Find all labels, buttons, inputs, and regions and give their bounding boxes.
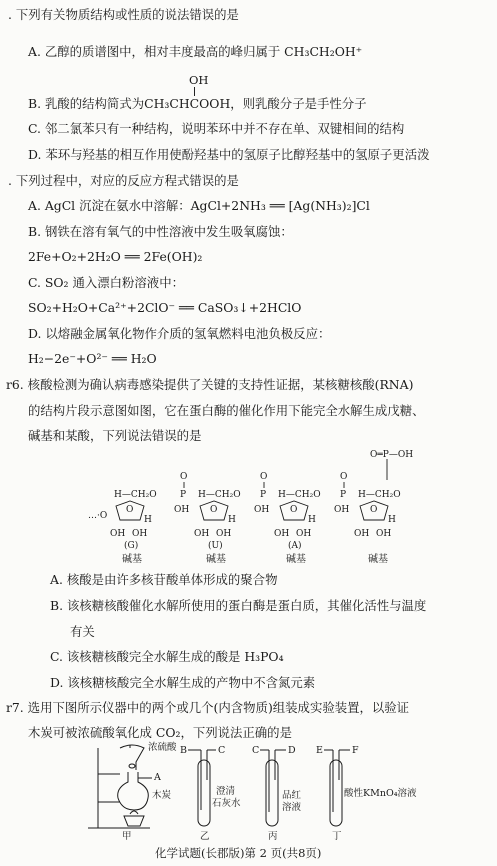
rna-base-label-4: 碱基 bbox=[368, 554, 388, 564]
rna-base-label-2: 碱基 bbox=[206, 554, 226, 564]
q6-stem-line2: 的结构片段示意图如图，它在蛋白酶的催化作用下能完全水解生成戊糖、 bbox=[28, 403, 425, 418]
label-c2: C bbox=[252, 745, 260, 756]
rna-s4-o: O bbox=[370, 505, 378, 515]
rna-sugar-4 bbox=[354, 490, 401, 539]
rna-p1-p: P bbox=[180, 490, 187, 500]
label-limewater-2: 石灰水 bbox=[212, 798, 241, 809]
apparatus-jia bbox=[88, 745, 152, 828]
q6-option-a: A. 核酸是由许多核苷酸单体形成的聚合物 bbox=[50, 572, 278, 587]
q4-option-d: D. 苯环与羟基的相互作用使酚羟基中的氢原子比醇羟基中的氢原子更活泼 bbox=[28, 147, 430, 162]
apparatus-diagram bbox=[80, 740, 490, 840]
label-c: C bbox=[218, 745, 226, 756]
rna-s2-oh2: OH bbox=[216, 529, 232, 539]
rna-terminal-phosphate: O═P—OH bbox=[370, 450, 414, 460]
rna-s4-oh: OH bbox=[354, 529, 370, 539]
label-b: B bbox=[180, 745, 187, 756]
label-a: A bbox=[154, 772, 161, 783]
q4-stem: . 下列有关物质结构或性质的说法错误的是 bbox=[8, 7, 239, 22]
rna-s1-ch2o: H—CH₂O bbox=[114, 490, 157, 500]
rna-s2-o: O bbox=[210, 505, 218, 515]
rna-s4-ch2o: H—CH₂O bbox=[358, 490, 401, 500]
rna-s1-oh2: OH bbox=[132, 529, 148, 539]
rna-base-label-3: 碱基 bbox=[286, 554, 306, 564]
label-e: E bbox=[316, 745, 323, 756]
rna-s4-h: H bbox=[388, 515, 396, 525]
rna-s3-ch2o: H—CH₂O bbox=[278, 490, 321, 500]
rna-s1-oh: OH bbox=[110, 529, 126, 539]
label-magenta-1: 品红 bbox=[282, 790, 302, 801]
page-footer: 化学试题(长郡版)第 2 页(共8页) bbox=[155, 846, 322, 860]
q6-stem-line3: 碱基和某酸，下列说法错误的是 bbox=[28, 428, 202, 443]
rna-s3-oh2: OH bbox=[296, 529, 312, 539]
rna-p3-p: P bbox=[340, 490, 347, 500]
label-ding: 丁 bbox=[332, 831, 342, 840]
rna-s1-h: H bbox=[144, 515, 152, 525]
rna-base-a: (A) bbox=[288, 541, 302, 551]
label-kmno4: 酸性KMnO₄溶液 bbox=[344, 788, 417, 799]
q6-option-b-line2: 有关 bbox=[70, 624, 95, 639]
label-conc-sulfuric-acid: 浓硫酸 bbox=[148, 742, 177, 753]
q4-option-c: C. 邻二氯苯只有一种结构，说明苯环中并不存在单、双键相间的结构 bbox=[28, 121, 405, 136]
rna-s2-ch2o: H—CH₂O bbox=[198, 490, 241, 500]
q4-option-a: A. 乙醇的质谱图中，相对丰度最高的峰归属于 CH₃CH₂OH⁺ bbox=[28, 44, 363, 59]
rna-s3-o: O bbox=[290, 505, 298, 515]
rna-p3-o-top: O bbox=[340, 472, 348, 482]
q4-option-b: B. 乳酸的结构简式为CH₃CHCOOH，则乳酸分子是手性分子 bbox=[28, 96, 367, 111]
q5-option-c-equation: SO₂+H₂O+Ca²⁺+2ClO⁻ ══ CaSO₃↓+2HClO bbox=[28, 300, 302, 315]
q4-bond-line bbox=[194, 87, 195, 96]
rna-p3-oh: OH bbox=[334, 505, 350, 515]
rna-sugar-1 bbox=[88, 490, 157, 551]
rna-s3-oh: OH bbox=[274, 529, 290, 539]
label-limewater-1: 澄清 bbox=[216, 786, 236, 797]
rna-phosphate-3 bbox=[334, 472, 349, 515]
q5-option-c: C. SO₂ 通入漂白粉溶液中： bbox=[28, 275, 184, 290]
q5-stem: . 下列过程中，对应的反应方程式错误的是 bbox=[8, 173, 239, 188]
rna-p1-oh: OH bbox=[174, 505, 190, 515]
rna-phosphate-1 bbox=[174, 472, 189, 515]
rna-sugar-3 bbox=[274, 490, 321, 551]
q5-option-b: B. 钢铁在溶有氧气的中性溶液中发生吸氧腐蚀： bbox=[28, 224, 293, 239]
rna-p2-oh: OH bbox=[254, 505, 270, 515]
q6-stem-line1: r6. 核酸检测为确认病毒感染提供了关键的支持性证据，某核糖核酸(RNA) bbox=[6, 377, 414, 392]
q5-option-a: A. AgCl 沉淀在氨水中溶解：AgCl+2NH₃ ══ [Ag(NH₃)₂]Cl bbox=[28, 198, 370, 213]
q5-option-d-equation: H₂−2e⁻+O²⁻ ══ H₂O bbox=[28, 351, 157, 366]
label-f: F bbox=[352, 745, 359, 756]
rna-s4-oh2: OH bbox=[376, 529, 392, 539]
apparatus-yi bbox=[188, 750, 216, 826]
q7-stem-line1: r7. 选用下图所示仪器中的两个或几个(内含物质)组装成实验装置，以验证 bbox=[6, 700, 410, 715]
rna-p2-o-top: O bbox=[260, 472, 268, 482]
label-bing: 丙 bbox=[268, 831, 278, 840]
rna-p1-o-top: O bbox=[180, 472, 188, 482]
q4-option-b-oh: OH bbox=[189, 73, 209, 87]
q6-option-c: C. 该核糖核酸完全水解生成的酸是 H₃PO₄ bbox=[50, 649, 284, 664]
rna-s2-h: H bbox=[228, 515, 236, 525]
label-magenta-2: 溶液 bbox=[282, 802, 302, 813]
rna-structure-diagram bbox=[88, 446, 460, 564]
rna-base-label-1: 碱基 bbox=[122, 554, 142, 564]
rna-p2-p: P bbox=[260, 490, 267, 500]
q5-option-b-equation: 2Fe+O₂+2H₂O ══ 2Fe(OH)₂ bbox=[28, 249, 203, 264]
rna-s2-oh: OH bbox=[194, 529, 210, 539]
q7-stem-line2: 木炭可被浓硫酸氧化成 CO₂，下列说法正确的是 bbox=[28, 725, 292, 740]
rna-sugar-2 bbox=[194, 490, 241, 551]
rna-base-u: (U) bbox=[208, 541, 223, 551]
label-jia: 甲 bbox=[122, 831, 132, 840]
q6-option-b-line1: B. 该核糖核酸催化水解所使用的蛋白酶是蛋白质，其催化活性与温度 bbox=[50, 598, 427, 613]
svg-text:…·O: …·O bbox=[88, 511, 108, 521]
rna-phosphate-2 bbox=[254, 472, 269, 515]
rna-base-g: (G) bbox=[124, 541, 139, 551]
label-charcoal: 木炭 bbox=[152, 790, 172, 801]
q5-option-d: D. 以熔融金属氧化物作介质的氢氧燃料电池负极反应： bbox=[28, 326, 331, 341]
label-d: D bbox=[288, 745, 296, 756]
apparatus-bing bbox=[260, 750, 286, 826]
rna-s3-h: H bbox=[308, 515, 316, 525]
label-yi: 乙 bbox=[200, 831, 210, 840]
q6-option-d: D. 该核糖核酸完全水解生成的产物中不含氮元素 bbox=[50, 675, 316, 690]
rna-s1-o: O bbox=[126, 505, 134, 515]
